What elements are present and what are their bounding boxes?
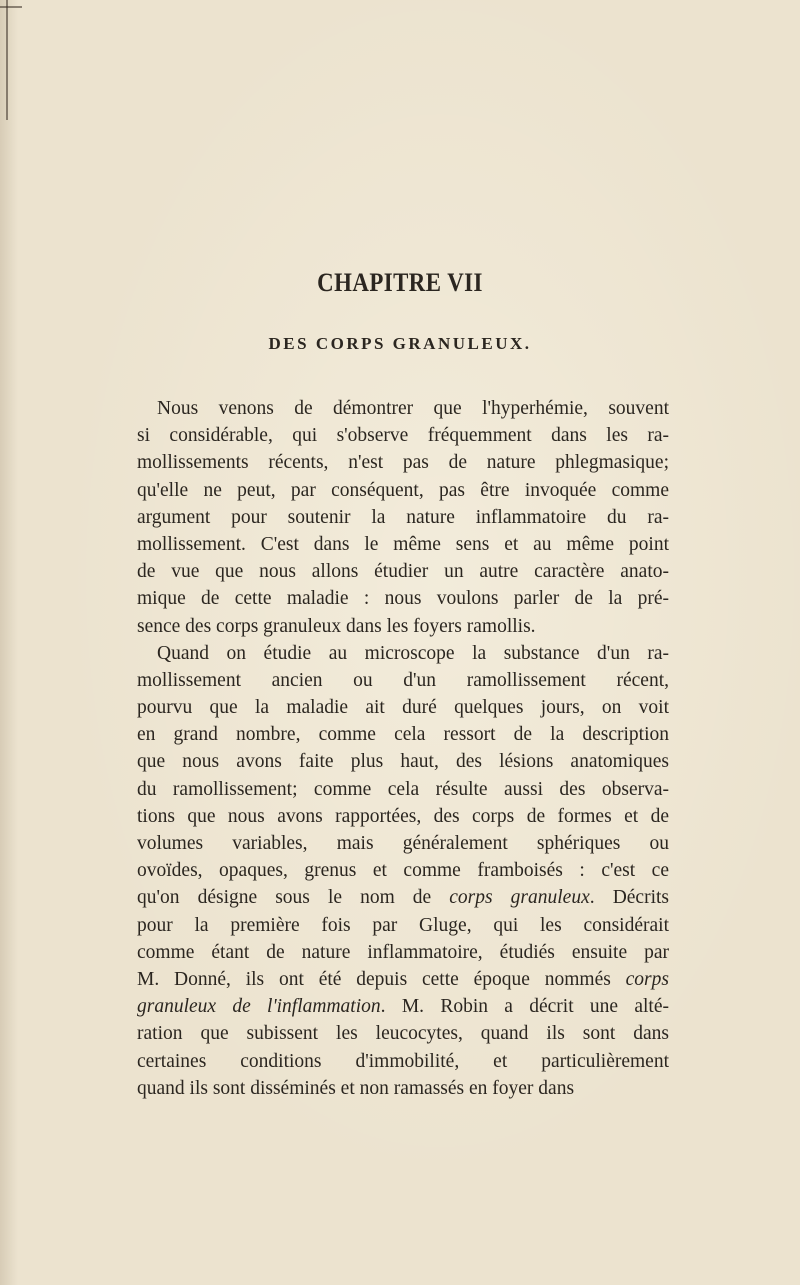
text-line: argument pour soutenir la nature inflammatoire du ra- <box>137 506 669 528</box>
body-text <box>137 395 669 1102</box>
text-segment: . M. Robin a décrit une alté- <box>380 996 669 1018</box>
text-line: du ramollissement; comme cela résulte aussi des observa- <box>137 778 669 800</box>
text-line <box>137 966 669 993</box>
text-line: pourvu que la maladie ait duré quelques jours, on voit <box>137 697 669 719</box>
text-line: tions que nous avons rapportées, des corps de formes et de <box>137 805 669 827</box>
text-line: ration que subissent les leucocytes, quand ils sont dans <box>137 1023 669 1045</box>
text-line: quand ils sont disséminés et non ramassés en foyer dans <box>137 1077 575 1099</box>
page-edge-mark <box>6 0 8 120</box>
chapter-title: CHAPITRE VII <box>317 268 483 297</box>
text-line: Nous venons de démontrer que l'hyperhémie, souvent <box>157 398 669 419</box>
italic-term: corps granuleux <box>449 887 590 909</box>
text-line: en grand nombre, comme cela ressort de la description <box>137 724 669 746</box>
section-title: DES CORPS GRANULEUX. <box>268 334 532 353</box>
text-line: comme étant de nature inflammatoire, étudiés ensuite par <box>137 941 669 963</box>
italic-term: granuleux de l'inflammation <box>137 996 381 1018</box>
text-line <box>137 884 669 911</box>
text-line: de vue que nous allons étudier un autre caractère anato- <box>137 561 669 583</box>
text-line: que nous avons faite plus haut, des lésions anatomiques <box>137 751 669 773</box>
italic-term: corps <box>625 968 669 990</box>
text-line: mollissement. C'est dans le même sens et au même point <box>137 533 669 555</box>
text-line: Quand on étudie au microscope la substance d'un ra- <box>157 642 669 664</box>
text-segment: qu'on désigne sous le nom de <box>137 887 450 909</box>
text-line: qu'elle ne peut, par conséquent, pas être invoquée comme <box>137 479 669 501</box>
text-line <box>137 993 669 1020</box>
text-line: pour la première fois par Gluge, qui les considérait <box>137 914 669 936</box>
page-edge-mark-top <box>0 6 22 8</box>
text-line: sence des corps granuleux dans les foyers ramollis. <box>137 615 536 637</box>
text-line: ovoïdes, opaques, grenus et comme framboisés : c'est ce <box>137 860 669 882</box>
text-line: si considérable, qui s'observe fréquemment dans les ra- <box>137 425 669 447</box>
text-segment: . Décrits <box>589 887 669 909</box>
text-line: mique de cette maladie : nous voulons parler de la pré- <box>137 588 669 610</box>
text-segment: M. Donné, ils ont été depuis cette époque nommés <box>137 968 626 990</box>
text-line: mollissement ancien ou d'un ramollissement récent, <box>137 669 669 691</box>
text-line: mollissements récents, n'est pas de nature phlegmasique; <box>137 452 669 474</box>
text-line: volumes variables, mais généralement sphériques ou <box>137 833 669 854</box>
text-line: certaines conditions d'immobilité, et particulièrement <box>137 1050 669 1072</box>
